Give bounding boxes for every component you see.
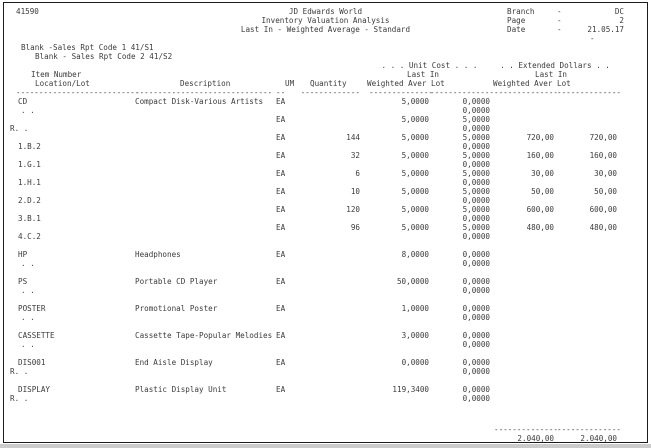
meta-sep-page: - (557, 16, 562, 25)
cell-um: EA (276, 304, 286, 313)
cell-lastin-lot: 0,0000 (462, 385, 490, 394)
cell-lastin-lot: 0,0000 (462, 97, 490, 106)
report-row (4, 205, 647, 214)
cell-um: EA (276, 331, 286, 340)
report-number: 41590 (16, 7, 39, 16)
report-title-name: Inventory Valuation Analysis (261, 16, 390, 25)
meta-value-page: 2 (619, 16, 624, 25)
cell-quantity: 10 (350, 187, 360, 196)
cell-um: EA (276, 97, 286, 106)
cell-lastin-lot: 0,0000 (462, 142, 490, 151)
report-row (4, 178, 647, 187)
cell-location-lot: . . (21, 259, 35, 268)
cell-location-lot: HP (18, 250, 28, 259)
cell-weighted-aver: 50,0000 (396, 277, 429, 286)
cell-ext-lastin-lot: 480,00 (589, 223, 617, 232)
column-header-row-2 (4, 79, 647, 88)
report-row (4, 124, 647, 133)
cell-description: Promotional Poster (135, 304, 218, 313)
cell-location-lot: . . (21, 313, 35, 322)
cell-weighted-aver: 5,0000 (401, 133, 429, 142)
cell-weighted-aver: 5,0000 (401, 169, 429, 178)
column-last-in-unit: Last In (407, 70, 440, 79)
cell-weighted-aver: 5,0000 (401, 205, 429, 214)
report-row (4, 223, 647, 232)
selection-sales-rpt-code-2: Blank - Sales Rpt Code 2 41/S2 (35, 52, 173, 61)
cell-quantity: 120 (346, 205, 360, 214)
report-row (4, 196, 647, 205)
report-row (4, 232, 647, 241)
cell-lastin-lot: 0,0000 (462, 124, 490, 133)
cell-lastin-lot: 5,0000 (462, 115, 490, 124)
cell-lastin-lot: 5,0000 (462, 151, 490, 160)
cell-weighted-aver: 5,0000 (401, 223, 429, 232)
report-row (4, 358, 647, 367)
cell-description: Headphones (135, 250, 181, 259)
column-separator-row (4, 88, 647, 97)
separator-description: ------------------------------ (135, 88, 273, 97)
cell-lastin-lot: 0,0000 (462, 160, 490, 169)
cell-location-lot: 1.B.2 (18, 142, 41, 151)
cell-location-lot: CASSETTE (18, 331, 55, 340)
cell-quantity: 32 (350, 151, 360, 160)
meta-label-date: Date (507, 25, 526, 34)
window-bottom-edge (0, 444, 651, 448)
cell-weighted-aver: 8,0000 (401, 250, 429, 259)
cell-lastin-lot: 0,0000 (462, 394, 490, 403)
report-row (4, 340, 647, 349)
cell-location-lot: DIS001 (18, 358, 46, 367)
report-row (4, 142, 647, 151)
cell-um: EA (276, 205, 286, 214)
cell-lastin-lot: 0,0000 (462, 277, 490, 286)
column-weighted-aver-lot-unit: Weighted Aver Lot (367, 79, 445, 88)
cell-lastin-lot: 0,0000 (462, 340, 490, 349)
cell-location-lot: CD (18, 97, 28, 106)
separator-ext-weighted-aver: -------------- (494, 88, 559, 97)
cell-ext-weighted-aver: 600,00 (526, 205, 554, 214)
cell-lastin-lot: 0,0000 (462, 178, 490, 187)
report-row (4, 241, 647, 250)
cell-weighted-aver: 119,3400 (392, 385, 429, 394)
cell-description: Compact Disk-Various Artists (135, 97, 264, 106)
meta-sep-branch: - (557, 7, 562, 16)
column-group-unit-cost: . . . Unit Cost . . . (381, 61, 478, 70)
column-group-header (4, 61, 647, 70)
totals-row (4, 434, 647, 443)
report-row (4, 259, 647, 268)
cell-location-lot: 3.B.1 (18, 214, 41, 223)
cell-ext-weighted-aver: 160,00 (526, 151, 554, 160)
cell-weighted-aver: 0,0000 (401, 358, 429, 367)
cell-weighted-aver: 5,0000 (401, 187, 429, 196)
cell-weighted-aver: 5,0000 (401, 115, 429, 124)
report-row (4, 385, 647, 394)
cell-ext-weighted-aver: 480,00 (526, 223, 554, 232)
cell-quantity: 144 (346, 133, 360, 142)
cell-lastin-lot: 0,0000 (462, 304, 490, 313)
cell-lastin-lot: 5,0000 (462, 187, 490, 196)
cell-weighted-aver: 1,0000 (401, 304, 429, 313)
separator-lastin-lot: -------------- (430, 88, 495, 97)
report-row (4, 214, 647, 223)
report-title-company: JD Edwards World (288, 7, 363, 16)
cell-lastin-lot: 5,0000 (462, 205, 490, 214)
cell-quantity: 6 (355, 169, 360, 178)
report-row (4, 295, 647, 304)
cell-lastin-lot: 0,0000 (462, 196, 490, 205)
cell-lastin-lot: 0,0000 (462, 313, 490, 322)
cell-location-lot: POSTER (18, 304, 46, 313)
cell-ext-lastin-lot: 720,00 (589, 133, 617, 142)
report-row (4, 304, 647, 313)
total-ext-weighted-aver: 2.040,00 (517, 434, 554, 443)
cell-ext-lastin-lot: 50,00 (594, 187, 617, 196)
column-group-extended-dollars: . . Extended Dollars . . (500, 61, 610, 70)
cell-weighted-aver: 3,0000 (401, 331, 429, 340)
report-row (4, 322, 647, 331)
report-row (4, 277, 647, 286)
cell-lastin-lot: 0,0000 (462, 232, 490, 241)
header-line-4 (4, 34, 647, 43)
totals-separator-row (4, 425, 647, 434)
report-title-method: Last In - Weighted Average - Standard (240, 25, 411, 34)
separator-item: --------------------------- (16, 88, 140, 97)
cell-location-lot: 4.C.2 (18, 232, 41, 241)
report-row (4, 250, 647, 259)
column-item-number: Item Number (31, 70, 82, 79)
totals-separator-ext-weighted-aver: -------------- (494, 425, 559, 434)
column-description: Description (180, 79, 231, 88)
cell-um: EA (276, 385, 286, 394)
cell-quantity: 96 (350, 223, 360, 232)
report-row (4, 160, 647, 169)
cell-location-lot: 2.D.2 (18, 196, 41, 205)
cell-lastin-lot: 5,0000 (462, 169, 490, 178)
meta-sep-date: - (557, 25, 562, 34)
cell-um: EA (276, 358, 286, 367)
selection-line-2 (4, 52, 647, 61)
report-row (4, 115, 647, 124)
cell-um: EA (276, 151, 286, 160)
column-header-row-1 (4, 70, 647, 79)
cell-um: EA (276, 187, 286, 196)
report-row (4, 313, 647, 322)
cell-um: EA (276, 115, 286, 124)
report-row (4, 349, 647, 358)
cell-location-lot: 1.G.1 (18, 160, 41, 169)
cell-um: EA (276, 250, 286, 259)
report-row (4, 367, 647, 376)
report-row (4, 394, 647, 403)
separator-weighted-aver: -------------- (369, 88, 434, 97)
cell-location-lot: DISPLAY (18, 385, 51, 394)
separator-um: -- (276, 88, 286, 97)
separator-ext-lastin-lot: -------------- (557, 88, 622, 97)
column-last-in-extended: Last In (535, 70, 568, 79)
report-row (4, 187, 647, 196)
cell-location-lot: R. . (10, 367, 29, 376)
header-line-2 (4, 16, 647, 25)
cell-ext-lastin-lot: 30,00 (594, 169, 617, 178)
total-ext-lastin-lot: 2.040,00 (580, 434, 617, 443)
meta-continuation-mark: - (590, 34, 595, 43)
report-page (3, 2, 648, 443)
cell-lastin-lot: 0,0000 (462, 331, 490, 340)
report-row (4, 331, 647, 340)
meta-label-branch: Branch (507, 7, 535, 16)
report-row (4, 97, 647, 106)
report-row (4, 169, 647, 178)
cell-location-lot: . . (21, 340, 35, 349)
cell-location-lot: R. . (10, 124, 29, 133)
cell-um: EA (276, 223, 286, 232)
cell-ext-lastin-lot: 600,00 (589, 205, 617, 214)
cell-location-lot: . . (21, 286, 35, 295)
meta-value-branch: DC (614, 7, 624, 16)
cell-ext-lastin-lot: 160,00 (589, 151, 617, 160)
cell-lastin-lot: 0,0000 (462, 286, 490, 295)
cell-um: EA (276, 277, 286, 286)
cell-ext-weighted-aver: 720,00 (526, 133, 554, 142)
cell-location-lot: . . (21, 106, 35, 115)
cell-um: EA (276, 169, 286, 178)
meta-label-page: Page (507, 16, 526, 25)
report-row (4, 133, 647, 142)
totals-separator-ext-lastin-lot: -------------- (557, 425, 622, 434)
cell-weighted-aver: 5,0000 (401, 97, 429, 106)
cell-description: Plastic Display Unit (135, 385, 227, 394)
selection-sales-rpt-code-1: Blank -Sales Rpt Code 1 41/S1 (21, 43, 154, 52)
cell-lastin-lot: 0,0000 (462, 250, 490, 259)
report-row (4, 286, 647, 295)
header-line-3 (4, 25, 647, 34)
report-row (4, 268, 647, 277)
column-weighted-aver-lot-extended: Weighted Aver Lot (493, 79, 571, 88)
cell-location-lot: PS (18, 277, 28, 286)
cell-location-lot: R. . (10, 394, 29, 403)
cell-description: Cassette Tape-Popular Melodies (135, 331, 273, 340)
cell-lastin-lot: 5,0000 (462, 223, 490, 232)
report-row (4, 106, 647, 115)
cell-location-lot: 1.H.1 (18, 178, 41, 187)
cell-description: Portable CD Player (135, 277, 218, 286)
cell-lastin-lot: 5,0000 (462, 133, 490, 142)
meta-value-date: 21.05.17 (587, 25, 624, 34)
column-um: UM (285, 79, 295, 88)
cell-ext-weighted-aver: 50,00 (531, 187, 554, 196)
cell-description: End Aisle Display (135, 358, 213, 367)
column-quantity: Quantity (310, 79, 347, 88)
cell-weighted-aver: 5,0000 (401, 151, 429, 160)
report-row (4, 376, 647, 385)
selection-line-1 (4, 43, 647, 52)
cell-lastin-lot: 0,0000 (462, 106, 490, 115)
separator-quantity: ------------- (300, 88, 360, 97)
cell-um: EA (276, 133, 286, 142)
column-location-lot: Location/Lot (35, 79, 90, 88)
header-line-1 (4, 7, 647, 16)
cell-ext-weighted-aver: 30,00 (531, 169, 554, 178)
cell-lastin-lot: 0,0000 (462, 214, 490, 223)
report-row (4, 151, 647, 160)
cell-lastin-lot: 0,0000 (462, 367, 490, 376)
cell-lastin-lot: 0,0000 (462, 358, 490, 367)
cell-lastin-lot: 0,0000 (462, 259, 490, 268)
